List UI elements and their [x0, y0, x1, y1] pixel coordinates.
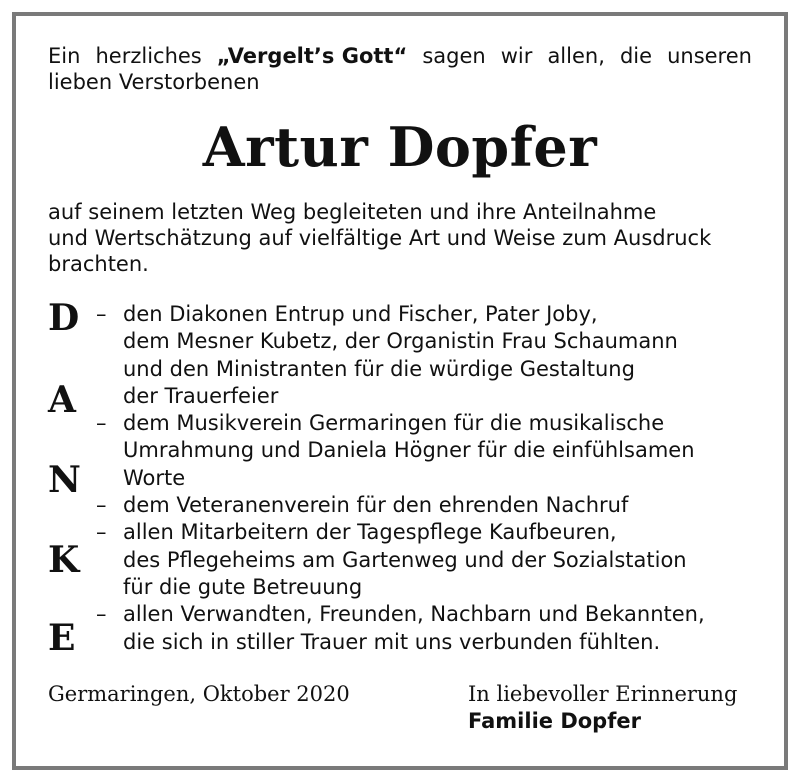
paragraph-line: auf seinem letzten Weg begleiteten und ihre Anteilnahme	[48, 200, 657, 224]
closing-phrase: In liebevoller Erinnerung	[468, 682, 738, 706]
dash-mark: –	[96, 493, 107, 518]
intro-word: wir	[500, 44, 533, 68]
intro-word: herzliches	[95, 44, 202, 68]
list-line: dem Musikverein Germaringen für die musikalische	[123, 411, 665, 436]
list-line: des Pflegeheims am Gartenweg und der Sozialstation	[123, 547, 687, 572]
dash-mark: –	[96, 520, 107, 545]
vergelts-gott-phrase: „Vergelt’s Gott“	[216, 44, 408, 68]
danke-letter-a: A	[48, 379, 76, 421]
danke-letter-e: E	[48, 617, 76, 659]
dash-mark: –	[96, 602, 107, 627]
list-line: Worte	[123, 465, 186, 490]
dash-mark: –	[96, 302, 107, 326]
place-date: Germaringen, Oktober 2020	[48, 682, 350, 706]
dash-mark: –	[96, 411, 107, 436]
intro-line-1	[48, 43, 752, 69]
list-line: für die gute Betreuung	[123, 574, 363, 599]
list-line: und den Ministranten für die würdige Gestaltung	[123, 356, 635, 381]
intro-word: die	[619, 44, 653, 68]
list-line: dem Mesner Kubetz, der Organistin Frau Schaumann	[123, 329, 678, 354]
intro-text	[48, 43, 752, 95]
list-line: der Trauerfeier	[123, 383, 279, 408]
intro-word: sagen	[422, 44, 486, 68]
thanks-list	[96, 301, 705, 656]
paragraph-line: und Wertschätzung auf vielfältige Art und Weise zum Ausdruck	[48, 226, 712, 250]
intro-word: allen,	[547, 44, 605, 68]
paragraph-line: brachten.	[48, 252, 149, 276]
list-line: den Diakonen Entrup und Fischer, Pater Joby,	[123, 302, 598, 326]
list-line: dem Veteranenverein für den ehrenden Nachruf	[123, 493, 629, 518]
acknowledgement-paragraph	[48, 199, 711, 277]
list-item	[96, 601, 705, 628]
list-line: allen Verwandten, Freunden, Nachbarn und Bekannten,	[123, 602, 705, 627]
list-item	[96, 410, 705, 437]
danke-letter-k: K	[48, 539, 80, 581]
intro-word: unseren	[667, 44, 752, 68]
intro-word: Ein	[48, 44, 81, 68]
family-signature: Familie Dopfer	[468, 709, 641, 733]
list-item	[96, 301, 705, 328]
list-item	[96, 492, 705, 519]
list-item	[96, 519, 705, 546]
list-line: allen Mitarbeitern der Tagespflege Kaufbeuren,	[123, 520, 617, 545]
danke-letter-d: D	[48, 297, 80, 339]
danke-letter-n: N	[48, 459, 81, 501]
deceased-name: Artur Dopfer	[202, 115, 598, 179]
intro-line-2: lieben Verstorbenen	[48, 70, 260, 94]
list-line: Umrahmung und Daniela Högner für die einfühlsamen	[123, 438, 695, 463]
list-line: die sich in stiller Trauer mit uns verbunden fühlten.	[123, 629, 661, 654]
